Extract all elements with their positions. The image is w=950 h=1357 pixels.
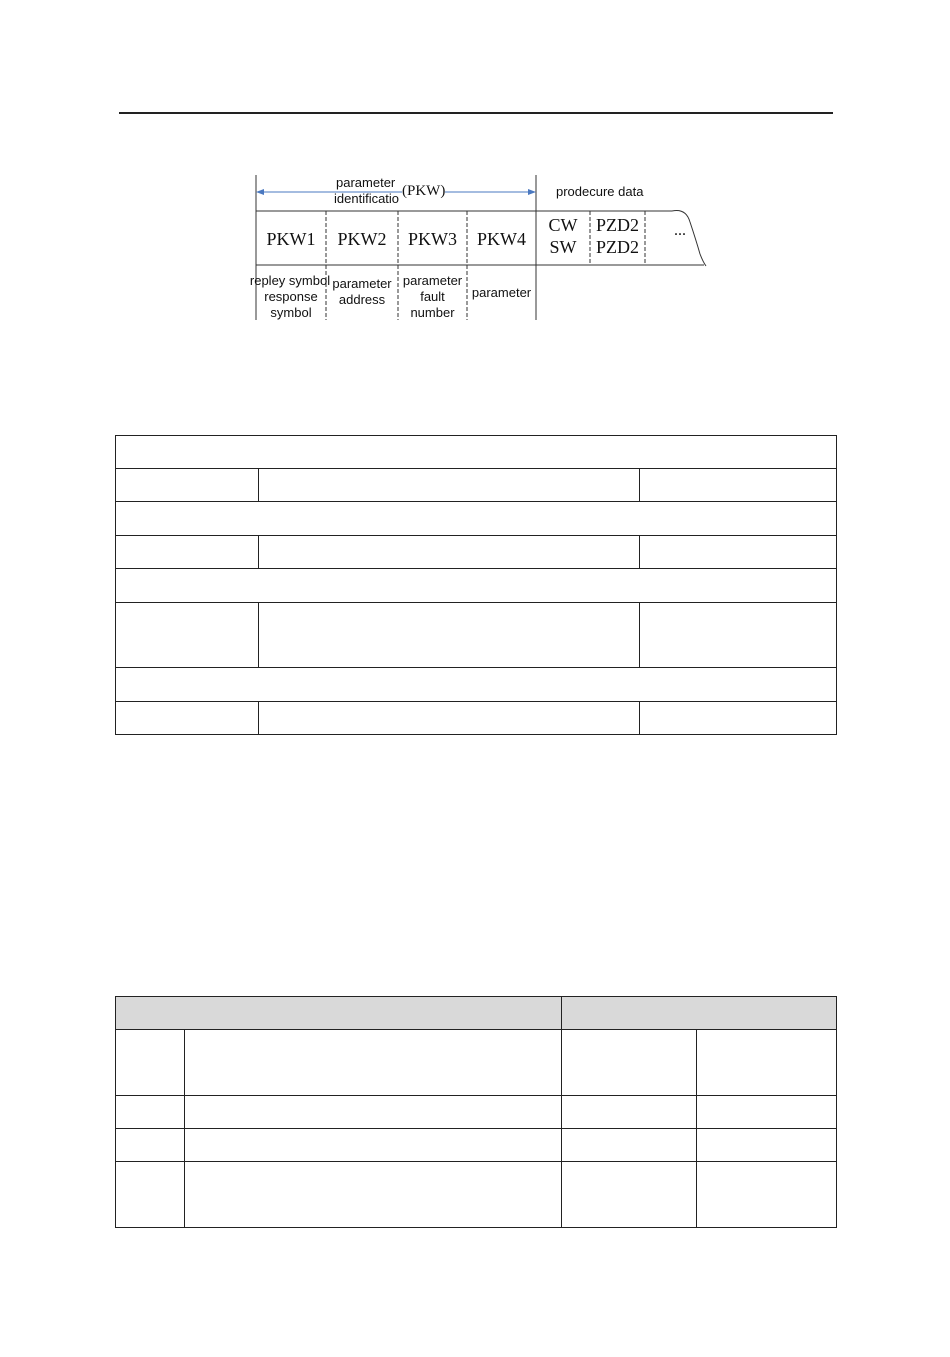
table-cell — [116, 469, 259, 502]
table-cell — [116, 603, 259, 668]
parameter-table-2 — [115, 996, 837, 1228]
pkw-label-abbr: (PKW) — [402, 183, 446, 199]
caption-1-line3: symbol — [270, 305, 312, 320]
table-cell — [185, 1096, 562, 1129]
table-row — [116, 668, 837, 702]
table-cell — [116, 569, 837, 603]
table-cell — [259, 536, 640, 569]
parameter-table-1 — [115, 435, 837, 735]
table-cell — [185, 1030, 562, 1096]
pkw-label-line1: parameter — [336, 175, 396, 190]
cell-cw: CW — [548, 215, 578, 235]
table-cell — [562, 1096, 697, 1129]
table-row — [116, 702, 837, 735]
table-cell — [116, 1162, 185, 1228]
caption-3-line3: number — [410, 305, 455, 320]
table-cell — [259, 603, 640, 668]
cell-pkw2: PKW2 — [337, 229, 387, 249]
table-cell — [697, 1162, 837, 1228]
arrow-right-head — [528, 189, 536, 195]
table-cell — [116, 436, 837, 469]
table-cell — [116, 668, 837, 702]
table-header-row — [116, 997, 837, 1030]
table-row — [116, 1129, 837, 1162]
caption-3-line2: fault — [420, 289, 445, 304]
caption-4-line1: parameter — [471, 285, 532, 300]
caption-2-line1: parameter — [332, 276, 392, 291]
table-cell — [259, 469, 640, 502]
header-cell-right — [562, 997, 837, 1030]
table-cell — [640, 603, 837, 668]
caption-1-line1: repley symbol — [249, 273, 331, 288]
cell-pkw1: PKW1 — [266, 229, 316, 249]
table-cell — [185, 1162, 562, 1228]
table-cell — [116, 702, 259, 735]
pkw-frame-diagram — [240, 170, 720, 330]
table-row — [116, 436, 837, 469]
table-cell — [697, 1096, 837, 1129]
procedure-data-label: prodecure data — [556, 184, 644, 199]
cell-ellipsis: ... — [674, 222, 686, 239]
table-cell — [116, 1030, 185, 1096]
arrow-left-head — [256, 189, 264, 195]
table-cell — [562, 1162, 697, 1228]
pkw-label-line2: identificatio — [334, 191, 400, 206]
table-row — [116, 1030, 837, 1096]
caption-2-line2: address — [338, 292, 386, 307]
table-cell — [640, 702, 837, 735]
table-cell — [116, 536, 259, 569]
table-cell — [640, 469, 837, 502]
cell-pkw3: PKW3 — [408, 229, 457, 249]
table-cell — [562, 1030, 697, 1096]
cell-pzd2-top: PZD2 — [595, 215, 639, 235]
table-cell — [640, 536, 837, 569]
table-cell — [185, 1129, 562, 1162]
table-row — [116, 502, 837, 536]
cell-sw: SW — [549, 237, 577, 257]
table-row — [116, 469, 837, 502]
cell-pzd2-bottom: PZD2 — [595, 237, 639, 257]
table-cell — [116, 1096, 185, 1129]
table-cell — [562, 1129, 697, 1162]
table-row — [116, 569, 837, 603]
table-row — [116, 536, 837, 569]
table-row — [116, 603, 837, 668]
table-row — [116, 1162, 837, 1228]
table-cell — [116, 1129, 185, 1162]
table-cell — [259, 702, 640, 735]
table-cell — [697, 1030, 837, 1096]
header-rule — [119, 112, 833, 114]
header-cell-left — [116, 997, 562, 1030]
caption-1-line2: response — [264, 289, 318, 304]
table-cell — [697, 1129, 837, 1162]
table-cell — [116, 502, 837, 536]
table-row — [116, 1096, 837, 1129]
caption-3-line1: parameter — [402, 273, 463, 288]
cell-pkw4: PKW4 — [477, 229, 526, 249]
